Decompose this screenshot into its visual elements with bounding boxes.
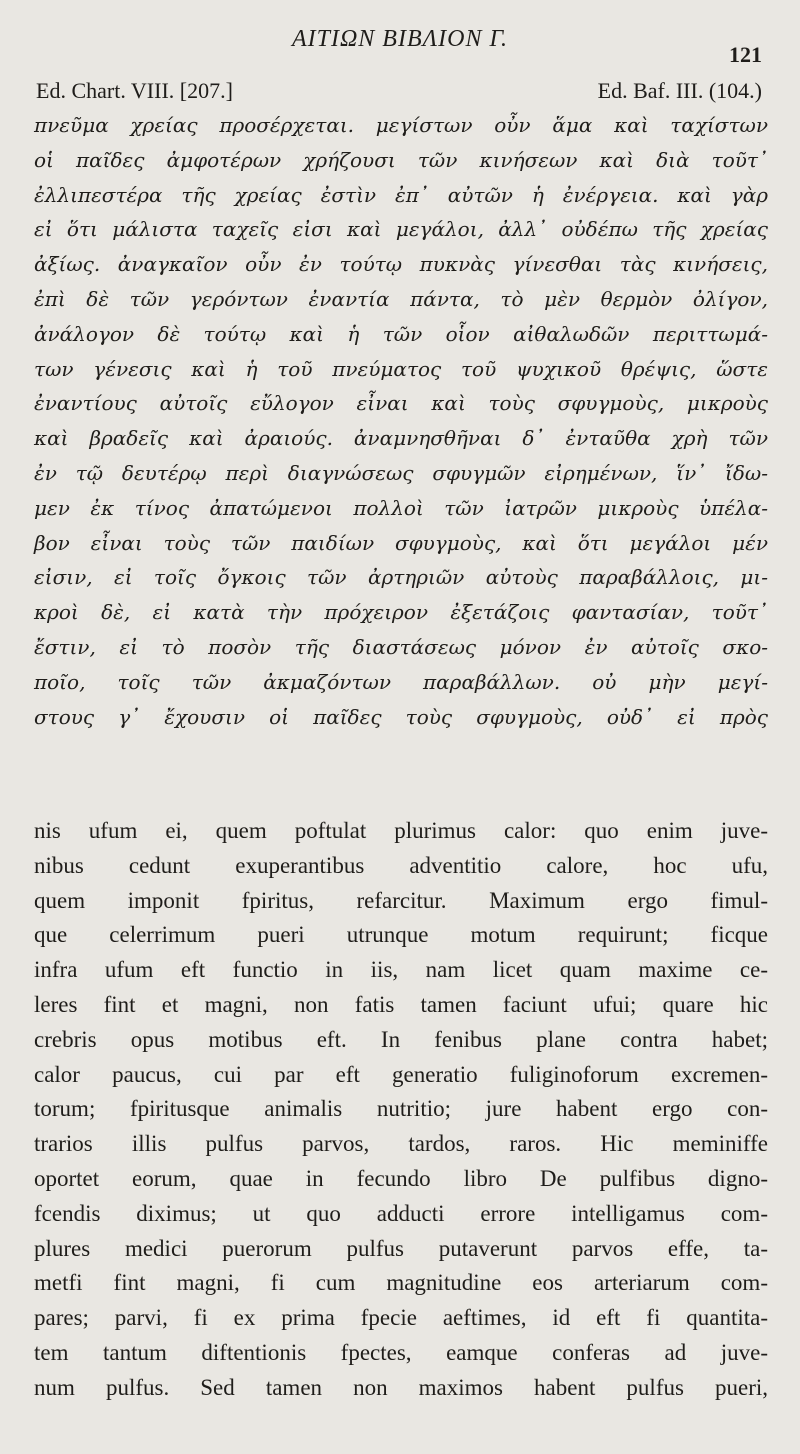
latin-line: fcendis diximus; ut quo adducti errore intelligamus com- xyxy=(34,1200,768,1226)
greek-line: στους γ᾽ ἔχουσιν οἱ παῖδες τοὺς σφυγμοὺς, οὐδ᾽ εἰ πρὸς xyxy=(34,704,768,729)
latin-line: calor paucus, cui par eft generatio fuliginoforum excremen- xyxy=(34,1061,768,1087)
greek-line: ἐναντίους αὐτοῖς εὔλογον εἶναι καὶ τοὺς σφυγμοὺς, μικροὺς xyxy=(34,391,768,416)
greek-line: εἰσιν, εἰ τοῖς ὄγκοις τῶν ἀρτηριῶν αὐτοὺς παραβάλλοις, μι- xyxy=(34,565,768,590)
greek-line: ἀξίως. ἀναγκαῖον οὖν ἐν τούτῳ πυκνὰς γίνεσθαι τὰς κινήσεις, xyxy=(34,252,768,277)
latin-line: leres fint et magni, non fatis tamen faciunt ufui; quare hic xyxy=(34,991,768,1017)
greek-line: ἐπὶ δὲ τῶν γερόντων ἐναντία πάντα, τὸ μὲν θερμὸν ὀλίγον, xyxy=(34,286,768,311)
greek-line: των γένεσις καὶ ἡ τοῦ πνεύματος τοῦ ψυχικοῦ θρέψις, ὥστε xyxy=(34,356,768,381)
latin-line: nis ufum ei, quem poftulat plurimus calor: quo enim juve- xyxy=(34,818,768,843)
greek-line: πνεῦμα χρείας προσέρχεται. μεγίστων οὖν ἅμα καὶ ταχίστων xyxy=(34,113,768,137)
latin-line: crebris opus motibus eft. In fenibus plane contra habet; xyxy=(34,1026,768,1052)
edition-right: Ed. Baf. III. (104.) xyxy=(597,78,762,103)
page-number: 121 xyxy=(729,42,762,67)
greek-line: ἀνάλογον δὲ τούτῳ καὶ ἡ τῶν οἷον αἰθαλωδῶν περιττωμά- xyxy=(34,321,768,346)
greek-line: ἐν τῷ δευτέρῳ περὶ διαγνώσεως σφυγμῶν εἰρημένων, ἵν᾽ ἴδω- xyxy=(34,460,768,485)
greek-line: οἱ παῖδες ἀμφοτέρων χρήζουσι τῶν κινήσεων καὶ διὰ τοῦτ᾽ xyxy=(34,147,768,172)
greek-line: κροὶ δὲ, εἰ κατὰ τὴν πρόχειρον ἐξετάζοις φαντασίαν, τοῦτ᾽ xyxy=(34,600,768,625)
edition-left: Ed. Chart. VIII. [207.] xyxy=(36,78,233,103)
latin-line: trarios illis pulfus parvos, tardos, raros. Hic meminiffe xyxy=(34,1131,768,1157)
greek-text-block xyxy=(34,108,768,734)
latin-line: tem tantum diftentionis fpectes, eamque conferas ad juve- xyxy=(34,1339,768,1365)
greek-line: εἰ ὅτι μάλιστα ταχεῖς εἰσι καὶ μεγάλοι, ἀλλ᾽ οὐδέπω τῆς χρείας xyxy=(34,217,768,242)
edition-reference-line xyxy=(36,78,762,108)
greek-line: μεν ἐκ τίνος ἀπατώμενοι πολλοὶ τῶν ἰατρῶν μικροὺς ὑπέλα- xyxy=(34,495,768,520)
latin-line: quem imponit fpiritus, refarcitur. Maximum ergo fimul- xyxy=(34,887,768,913)
latin-line: pares; parvi, fi ex prima fpecie aeftimes, id eft fi quantita- xyxy=(34,1305,768,1331)
latin-line: torum; fpiritusque animalis nutritio; jure habent ergo con- xyxy=(34,1096,768,1122)
greek-line: βον εἶναι τοὺς τῶν παιδίων σφυγμοὺς, καὶ ὅτι μεγάλοι μέν xyxy=(34,530,768,555)
latin-line: num pulfus. Sed tamen non maximos habent pulfus pueri, xyxy=(34,1374,768,1400)
running-title: ΑΙΤΙΩΝ ΒΙΒΛΙΟΝ Γ. xyxy=(291,26,509,52)
latin-line: que celerrimum pueri utrunque motum requirunt; ficque xyxy=(34,922,768,948)
latin-text-block xyxy=(34,814,768,1406)
latin-line: metfi fint magni, fi cum magnitudine eos arteriarum com- xyxy=(34,1270,768,1296)
latin-line: infra ufum eft functio in iis, nam licet quam maxime ce- xyxy=(34,957,768,983)
latin-line: nibus cedunt exuperantibus adventitio calore, hoc ufu, xyxy=(34,852,768,878)
latin-line: plures medici puerorum pulfus putaverunt parvos effe, ta- xyxy=(34,1235,768,1261)
greek-line: ἔστιν, εἰ τὸ ποσὸν τῆς διαστάσεως μόνον ἐν αὐτοῖς σκο- xyxy=(34,634,768,659)
greek-line: ποῖο, τοῖς τῶν ἀκμαζόντων παραβάλλων. οὐ μὴν μεγί- xyxy=(34,669,768,694)
latin-line: oportet eorum, quae in fecundo libro De pulfibus digno- xyxy=(34,1165,768,1191)
greek-line: καὶ βραδεῖς καὶ ἀραιούς. ἀναμνησθῆναι δ᾽ ἐνταῦθα χρὴ τῶν xyxy=(34,426,768,451)
greek-line: ἐλλιπεστέρα τῆς χρείας ἐστὶν ἐπ᾽ αὐτῶν ἡ ἐνέργεια. καὶ γὰρ xyxy=(34,182,768,207)
